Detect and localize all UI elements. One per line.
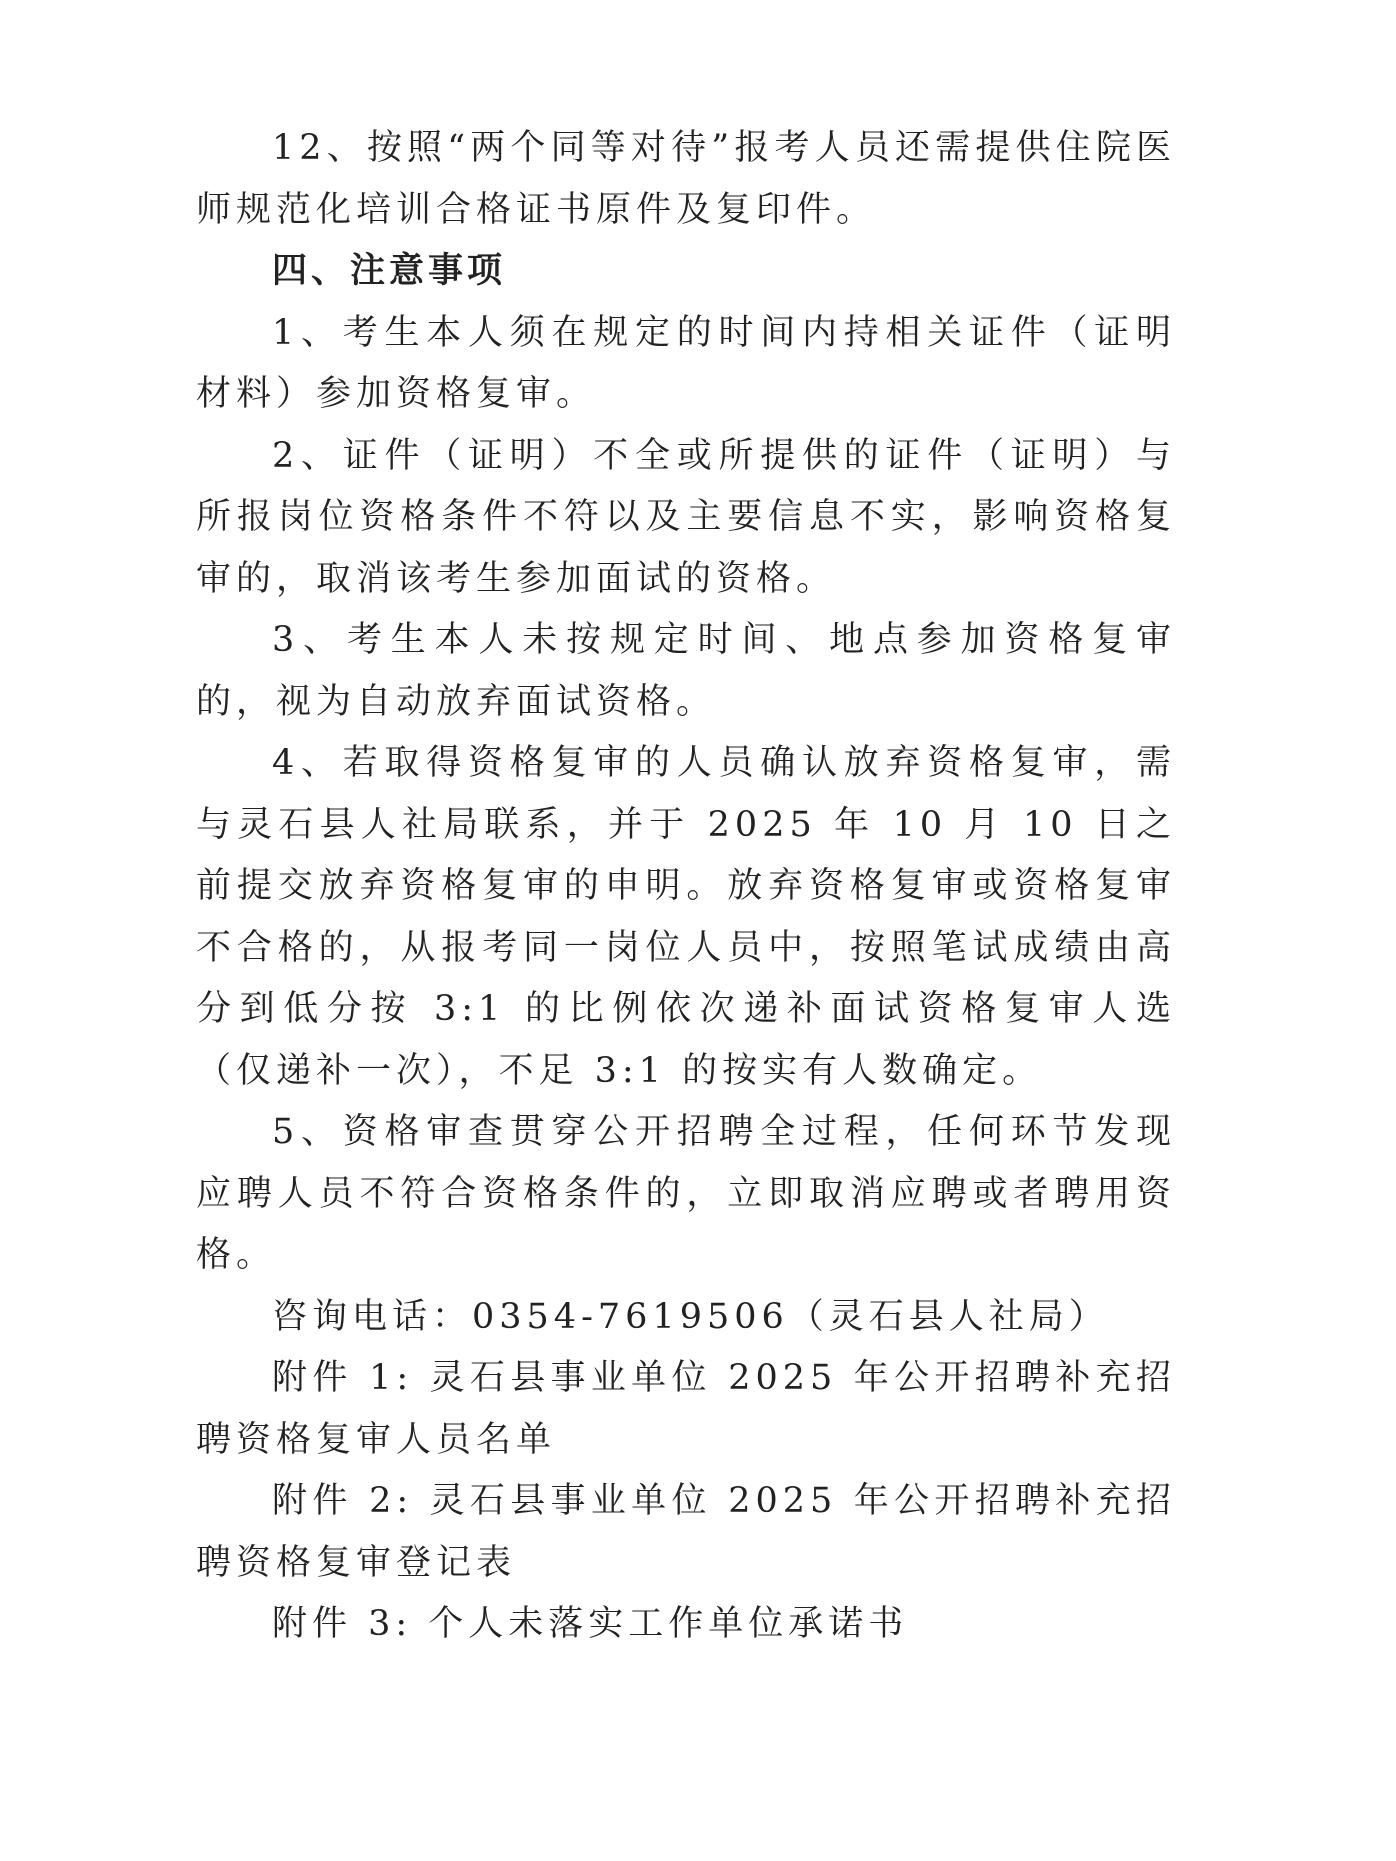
attachment-1: 附件 1: 灵石县事业单位 2025 年公开招聘补充招聘资格复审人员名单 <box>196 1358 1176 1460</box>
note-item-1: 1、考生本人须在规定的时间内持相关证件（证明材料）参加资格复审。 <box>196 312 1176 414</box>
consult-phone: 咨询电话：0354-7619506（灵石县人社局） <box>272 1296 1109 1337</box>
section-heading-notes: 四、注意事项 <box>272 251 507 291</box>
document-body <box>196 118 1176 1656</box>
note-item-4: 4、若取得资格复审的人员确认放弃资格复审，需与灵石县人社局联系，并于 2025 年 10 月 10 日之前提交放弃资格复审的申明。放弃资格复审或资格复审不合格的，从报考同一岗位人员中，按照笔试成绩由高分到低分按 3:1 的比例依次递补面试资格复审人选（仅递补一次），不足 3:1 的按实有人数确定。 <box>196 743 1176 1091</box>
paragraph-item-12: 12、按照“两个同等对待”报考人员还需提供住院医师规范化培训合格证书原件及复印件。 <box>196 128 1176 230</box>
note-item-2: 2、证件（证明）不全或所提供的证件（证明）与所报岗位资格条件不符以及主要信息不实，影响资格复审的，取消该考生参加面试的资格。 <box>196 435 1176 599</box>
note-item-5: 5、资格审查贯穿公开招聘全过程，任何环节发现应聘人员不符合资格条件的，立即取消应聘或者聘用资格。 <box>196 1112 1176 1275</box>
attachment-3: 附件 3: 个人未落实工作单位承诺书 <box>272 1604 909 1644</box>
note-item-3: 3、考生本人未按规定时间、地点参加资格复审的，视为自动放弃面试资格。 <box>196 620 1176 722</box>
attachment-2: 附件 2: 灵石县事业单位 2025 年公开招聘补充招聘资格复审登记表 <box>196 1481 1176 1583</box>
